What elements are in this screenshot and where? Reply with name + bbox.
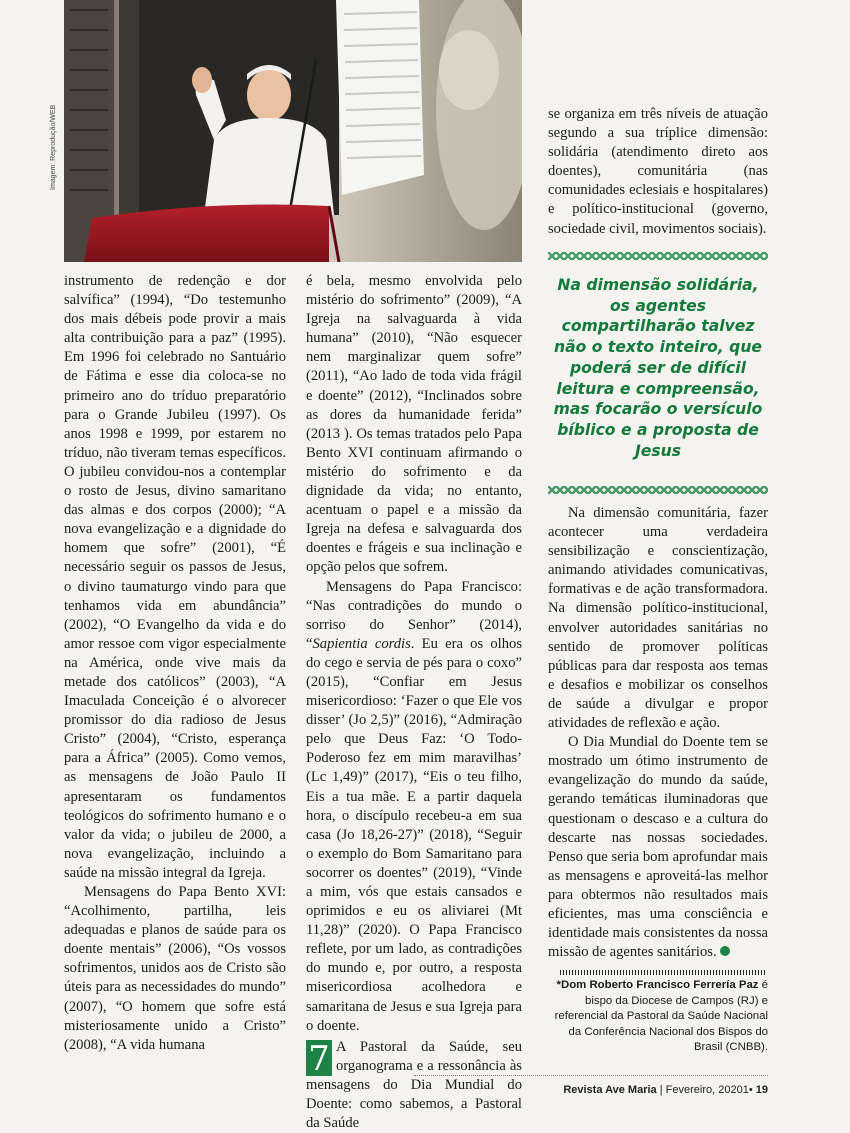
text-run: A Pastoral da Saúde, seu organograma e a ressonância às mensagens do Dia Mundial do Doente: como sabemos, a Pastoral da Saúde [306, 1038, 522, 1132]
paragraph: Na dimensão comunitária, fazer acontecer uma verdadeira sensibilização e conscientização, animando atividades comunicativas, formativas e de ação transformadora. Na dimensão político-institucional, envolver autoridades sanitárias no sentido de promover políticas públicas para dar resposta aos temas e desafios e mobilizar os conselhos de saúde a divulgar e propor atividades de reflexão e ação. [548, 505, 768, 732]
bio-divider [560, 970, 766, 975]
decorative-divider-top [548, 252, 768, 260]
article-column-2 [306, 272, 522, 1133]
section-number-dropcap: 7 [306, 1040, 332, 1076]
article-column-1 [64, 272, 286, 1055]
end-of-article-dot-icon [720, 946, 730, 956]
issue-date: Fevereiro, 20201 [665, 1084, 749, 1096]
page-number: 19 [755, 1084, 768, 1096]
text-run: . Eu era os olhos do cego e servia de pés para o coxo” (2015), “Confiar em Jesus misericordioso: ‘Fazer o que Ele vos disser’ (Jo 2,5)” (2016), “Admiração pelo que Deus Faz: ‘O Todo-Poderoso fez em mim maravilhas’ (Lc 1,49)” (2017), “Eis o teu filho, Eis a tua mãe. E a partir daquela hora, o discípulo recebeu-a em sua casa (Jo 18,26-27)” (2018), “Seguir o exemplo do Bom Samaritano para socorrer os doentes” (2019), “Vinde a mim, vós que estais cansados e oprimidos e eu os aliviarei (Mt 11,28)” (2020). O Papa Francisco reflete, por um lado, as contradições do mundo e, por outro, a resposta misericordiosa acolhedora e samaritana de Jesus e sua Igreja para o doente. [306, 635, 523, 1034]
magazine-name: Revista Ave Maria [563, 1084, 657, 1096]
author-name: *Dom Roberto Francisco Ferrería Paz [556, 979, 759, 991]
pull-quote: Na dimensão solidária, os agentes compartilharão talvez não o texto inteiro, que poderá ser de difícil leitura e compreensão, mas focarão o versículo bíblico e a proposta de Jesus [553, 276, 763, 460]
article-column-3-top [548, 105, 768, 239]
paragraph: instrumento de redenção e dor salvífica” (1994), “Do testemunho dos mais débeis pode provir a mais alta contribuição para a paz” (1995). Em 1996 foi celebrado no Santuário de Fátima e esse dia coloca-se no primeiro ano do tríduo preparatório para o Grande Jubileu (1997). Os anos 1998 e 1999, por estarem no tríduo, não tiveram temas específicos. O jubileu convidou-nos a contemplar o rosto de Jesus, divino samaritano das almas e dos corpos (2000); “A nova evangelização e a dignidade do homem que sofre” (2001), “É necessário seguir os passos de Jesus, o divino taumaturgo vindo para que tenhamos vida em abundância” (2002), “O Evangelho da vida e do amor ressoe com vigor especialmente na América, onde vive mais da metade dos católicos” (2003), “A Imaculada Conceição é o alvorecer promissor do dia radioso de Jesus Cristo” (2004), “Cristo, esperança para a África” (2005). Como vemos, as mensagens de João Paulo II apresentaram os fundamentos teológicos do sofrimento humano e o valor da vida; o jubileu de 2000, a nova evangelização, incluindo a saúde na missão integral da Igreja. [64, 273, 286, 881]
photo-illustration [64, 0, 522, 262]
pope-window-photo [64, 0, 522, 262]
author-bio [548, 978, 768, 1056]
author-description: é bispo da Diocese de Campos (RJ) e referencial da Pastoral da Saúde Nacional da Conferência Nacional dos Bispos do Brasil (CNBB). [554, 979, 768, 1053]
paragraph-with-dropcap [306, 1038, 522, 1133]
footer-separator: | [659, 1084, 663, 1096]
article-column-3-bottom [548, 504, 768, 962]
italic-text: Sapientia cordis [312, 635, 411, 652]
footer-bullet: • [748, 1084, 753, 1096]
text-run: O Dia Mundial do Doente tem se mostrado um ótimo instrumento de evangelização do mundo da saúde, gerando temáticas iluminadoras que questionam o descaso e a cultura do descarte nas nossas sociedades. Penso que seria bom aprofundar mais as mensagens e aproveitá-las melhor para obtermos não resultados mais eficientes, mas uma consciência e identidade mais consistentes da nossa missão de agentes sanitários. [548, 734, 768, 961]
paragraph: se organiza em três níveis de atuação segundo a sua tríplice dimensão: solidária (atendimento direto aos doentes), comunitária (nas comunidades eclesiais e hospitalares) e político-institucional (governo, sociedade civil, movimentos sociais). [548, 106, 768, 237]
photo-credit: Imagem: Reprodução/WEB [50, 104, 57, 190]
footer-rule [414, 1075, 768, 1076]
paragraph: é bela, mesmo envolvida pelo mistério do sofrimento” (2009), “A Igreja na salvaguarda à vida humana” (2010), “Não esquecer nem marginalizar quem sofre” (2011), “Ao lado de toda vida frágil e doente” (2012), “Inclinados sobre as dores da humanidade ferida” (2013 ). Os temas tratados pelo Papa Bento XVI continuam afirmando o mistério do sofrimento e da dignidade da vida; no entanto, acentuam o papel e a missão da Igreja na defesa e salvaguarda dos doentes e frágeis e sua inclinação e opção pelos que sofrem. [306, 273, 522, 576]
page-footer [563, 1084, 768, 1096]
decorative-divider-bottom [548, 486, 768, 494]
paragraph: Mensagens do Papa Bento XVI: “Acolhimento, partilha, leis adequadas e planos de saúde para os doente mentais” (2006), “Os vossos sofrimentos, unidos aos de Cristo são úteis para as necessidades do mundo” (2007), “O homem que sofre está misteriosamente unido a Cristo” (2008), “A vida humana [64, 884, 286, 1053]
paragraph [306, 578, 522, 1036]
text-run: Mensagens do Papa Francisco: “Nas contradições do mundo o sorriso do Senhor” (2014), “ [306, 578, 522, 652]
paragraph [548, 733, 768, 962]
